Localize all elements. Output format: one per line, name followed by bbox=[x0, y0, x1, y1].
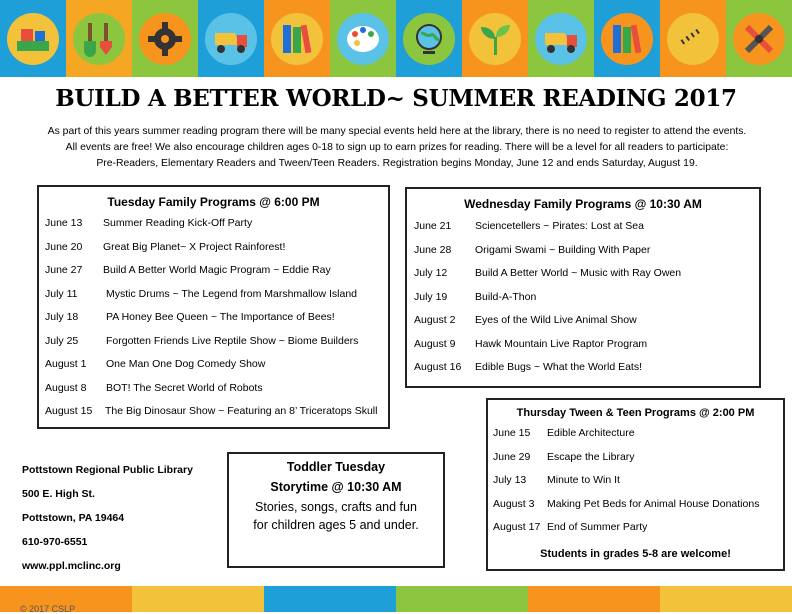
icon-banner bbox=[0, 0, 792, 77]
event-date: July 12 bbox=[414, 267, 448, 279]
library-city: Pottstown, PA 19464 bbox=[22, 512, 125, 524]
event-date: June 21 bbox=[414, 220, 452, 232]
event-row bbox=[488, 427, 783, 451]
thursday-footer: Students in grades 5-8 are welcome! bbox=[540, 547, 731, 560]
banner-tile bbox=[528, 0, 594, 77]
color-band-segment bbox=[396, 586, 528, 612]
toddler-title: Toddler Tuesday bbox=[286, 460, 386, 474]
wednesday-programs-box bbox=[405, 187, 761, 388]
event-title: PA Honey Bee Queen ~ The Importance of Bees! bbox=[106, 311, 335, 323]
banner-tile bbox=[0, 0, 66, 77]
event-title: Edible Bugs ~ What the World Eats! bbox=[475, 361, 643, 373]
event-title: Minute to Win It bbox=[547, 474, 620, 486]
event-row bbox=[39, 358, 388, 382]
event-row bbox=[488, 474, 783, 498]
color-band-segment bbox=[264, 586, 396, 612]
dump-truck-icon bbox=[535, 13, 587, 65]
event-row bbox=[488, 521, 783, 545]
banner-tile bbox=[660, 0, 726, 77]
tuesday-header: Tuesday Family Programs @ 6:00 PM bbox=[107, 195, 320, 209]
wednesday-header: Wednesday Family Programs @ 10:30 AM bbox=[464, 197, 702, 211]
event-title: Escape the Library bbox=[547, 450, 635, 463]
event-row bbox=[407, 361, 759, 385]
color-band-segment bbox=[528, 586, 660, 612]
event-date: July 13 bbox=[493, 474, 527, 486]
event-title: Eyes of the Wild Live Animal Show bbox=[475, 314, 637, 326]
event-title: Edible Architecture bbox=[547, 427, 635, 439]
event-title: Making Pet Beds for Animal House Donations bbox=[547, 497, 760, 510]
library-street: 500 E. High St. bbox=[22, 488, 95, 500]
event-date: August 17 bbox=[493, 521, 541, 533]
banner-tile bbox=[462, 0, 528, 77]
event-row bbox=[39, 382, 388, 406]
tools-icon bbox=[733, 13, 785, 65]
toddler-description: for children ages 5 and under. bbox=[253, 518, 419, 532]
event-title: Forgotten Friends Live Reptile Show ~ Biome Builders bbox=[106, 334, 359, 347]
color-band-segment bbox=[660, 586, 792, 612]
sprout-icon bbox=[469, 13, 521, 65]
event-date: August 1 bbox=[45, 358, 87, 370]
banner-tile bbox=[594, 0, 660, 77]
event-date: August 8 bbox=[45, 381, 87, 394]
event-row bbox=[39, 241, 388, 265]
library-phone: 610-970-6551 bbox=[22, 536, 88, 548]
event-row bbox=[407, 291, 759, 315]
intro-line: As part of this years summer reading program there will be many special events held here at the library, there is no need to register to attend the events. bbox=[47, 126, 747, 137]
event-date: July 25 bbox=[45, 334, 79, 347]
toddler-description: Stories, songs, crafts and fun bbox=[255, 500, 417, 514]
event-title: Sciencetellers ~ Pirates: Lost at Sea bbox=[475, 220, 644, 232]
thursday-programs-box bbox=[486, 398, 785, 571]
color-band-segment bbox=[132, 586, 264, 612]
event-title: Build-A-Thon bbox=[475, 290, 537, 303]
event-date: August 9 bbox=[414, 337, 456, 350]
event-title: Hawk Mountain Live Raptor Program bbox=[475, 337, 648, 350]
bottom-color-band bbox=[0, 586, 792, 612]
event-row bbox=[407, 244, 759, 268]
event-date: August 2 bbox=[414, 314, 456, 326]
palette-icon bbox=[337, 13, 389, 65]
intro-line: Pre-Readers, Elementary Readers and Tween/Teen Readers. Registration begins Monday, June 12 and ends Saturday, August 19. bbox=[96, 158, 698, 169]
garden-tools-icon bbox=[73, 13, 125, 65]
event-row bbox=[407, 267, 759, 291]
event-title: Great Big Planet~ X Project Rainforest! bbox=[103, 240, 286, 253]
event-row bbox=[407, 338, 759, 362]
gear-icon bbox=[139, 13, 191, 65]
intro-paragraph bbox=[14, 124, 780, 172]
event-date: June 20 bbox=[45, 240, 83, 253]
event-title: Origami Swami ~ Building With Paper bbox=[475, 243, 651, 256]
globe-icon bbox=[403, 13, 455, 65]
library-website[interactable]: www.ppl.mclinc.org bbox=[22, 560, 121, 572]
page-title: BUILD A BETTER WORLD~ SUMMER READING 2017 bbox=[55, 85, 737, 112]
copyright: © 2017 CSLP bbox=[20, 604, 76, 614]
event-date: July 18 bbox=[45, 311, 79, 323]
event-date: June 15 bbox=[493, 427, 531, 439]
event-date: June 28 bbox=[414, 243, 452, 256]
library-name: Pottstown Regional Public Library bbox=[22, 464, 193, 476]
event-row bbox=[39, 405, 388, 429]
banner-tile bbox=[396, 0, 462, 77]
event-title: Mystic Drums ~ The Legend from Marshmallow Island bbox=[106, 287, 358, 300]
banner-tile bbox=[198, 0, 264, 77]
event-title: Build A Better World Magic Program ~ Eddie Ray bbox=[103, 264, 331, 276]
ruler-icon bbox=[667, 13, 719, 65]
event-title: Build A Better World ~ Music with Ray Owen bbox=[475, 267, 682, 279]
event-row bbox=[488, 451, 783, 475]
event-row bbox=[407, 220, 759, 244]
books-icon bbox=[271, 13, 323, 65]
toddler-tuesday-box bbox=[227, 452, 445, 568]
event-row bbox=[39, 288, 388, 312]
banner-tile bbox=[330, 0, 396, 77]
banner-tile bbox=[726, 0, 792, 77]
dump-truck-icon bbox=[205, 13, 257, 65]
event-row bbox=[488, 498, 783, 522]
banner-tile bbox=[264, 0, 330, 77]
event-date: July 19 bbox=[414, 290, 448, 303]
event-row bbox=[39, 264, 388, 288]
event-row bbox=[39, 217, 388, 241]
tuesday-programs-box bbox=[37, 185, 390, 429]
event-title: Summer Reading Kick-Off Party bbox=[103, 217, 253, 229]
event-title: End of Summer Party bbox=[547, 521, 648, 533]
event-date: June 29 bbox=[493, 450, 531, 463]
event-date: August 15 bbox=[45, 405, 93, 417]
event-date: August 16 bbox=[414, 361, 462, 373]
event-row bbox=[39, 311, 388, 335]
event-title: The Big Dinosaur Show ~ Featuring an 8’ Triceratops Skull bbox=[105, 405, 378, 417]
event-date: July 11 bbox=[45, 287, 78, 300]
toddler-time: Storytime @ 10:30 AM bbox=[270, 480, 402, 494]
event-row bbox=[39, 335, 388, 359]
books-icon bbox=[601, 13, 653, 65]
banner-tile bbox=[66, 0, 132, 77]
event-date: June 27 bbox=[45, 264, 83, 276]
library-contact bbox=[22, 464, 193, 584]
thursday-header: Thursday Tween & Teen Programs @ 2:00 PM bbox=[516, 407, 755, 419]
event-title: One Man One Dog Comedy Show bbox=[106, 358, 266, 370]
event-row bbox=[407, 314, 759, 338]
intro-line: All events are free! We also encourage children ages 0-18 to sign up to earn prizes for reading. There will be a level for all readers to participate: bbox=[65, 142, 729, 153]
event-title: BOT! The Secret World of Robots bbox=[106, 381, 263, 394]
banner-tile bbox=[132, 0, 198, 77]
event-date: June 13 bbox=[45, 217, 83, 229]
blocks-icon bbox=[7, 13, 59, 65]
event-date: August 3 bbox=[493, 497, 535, 510]
